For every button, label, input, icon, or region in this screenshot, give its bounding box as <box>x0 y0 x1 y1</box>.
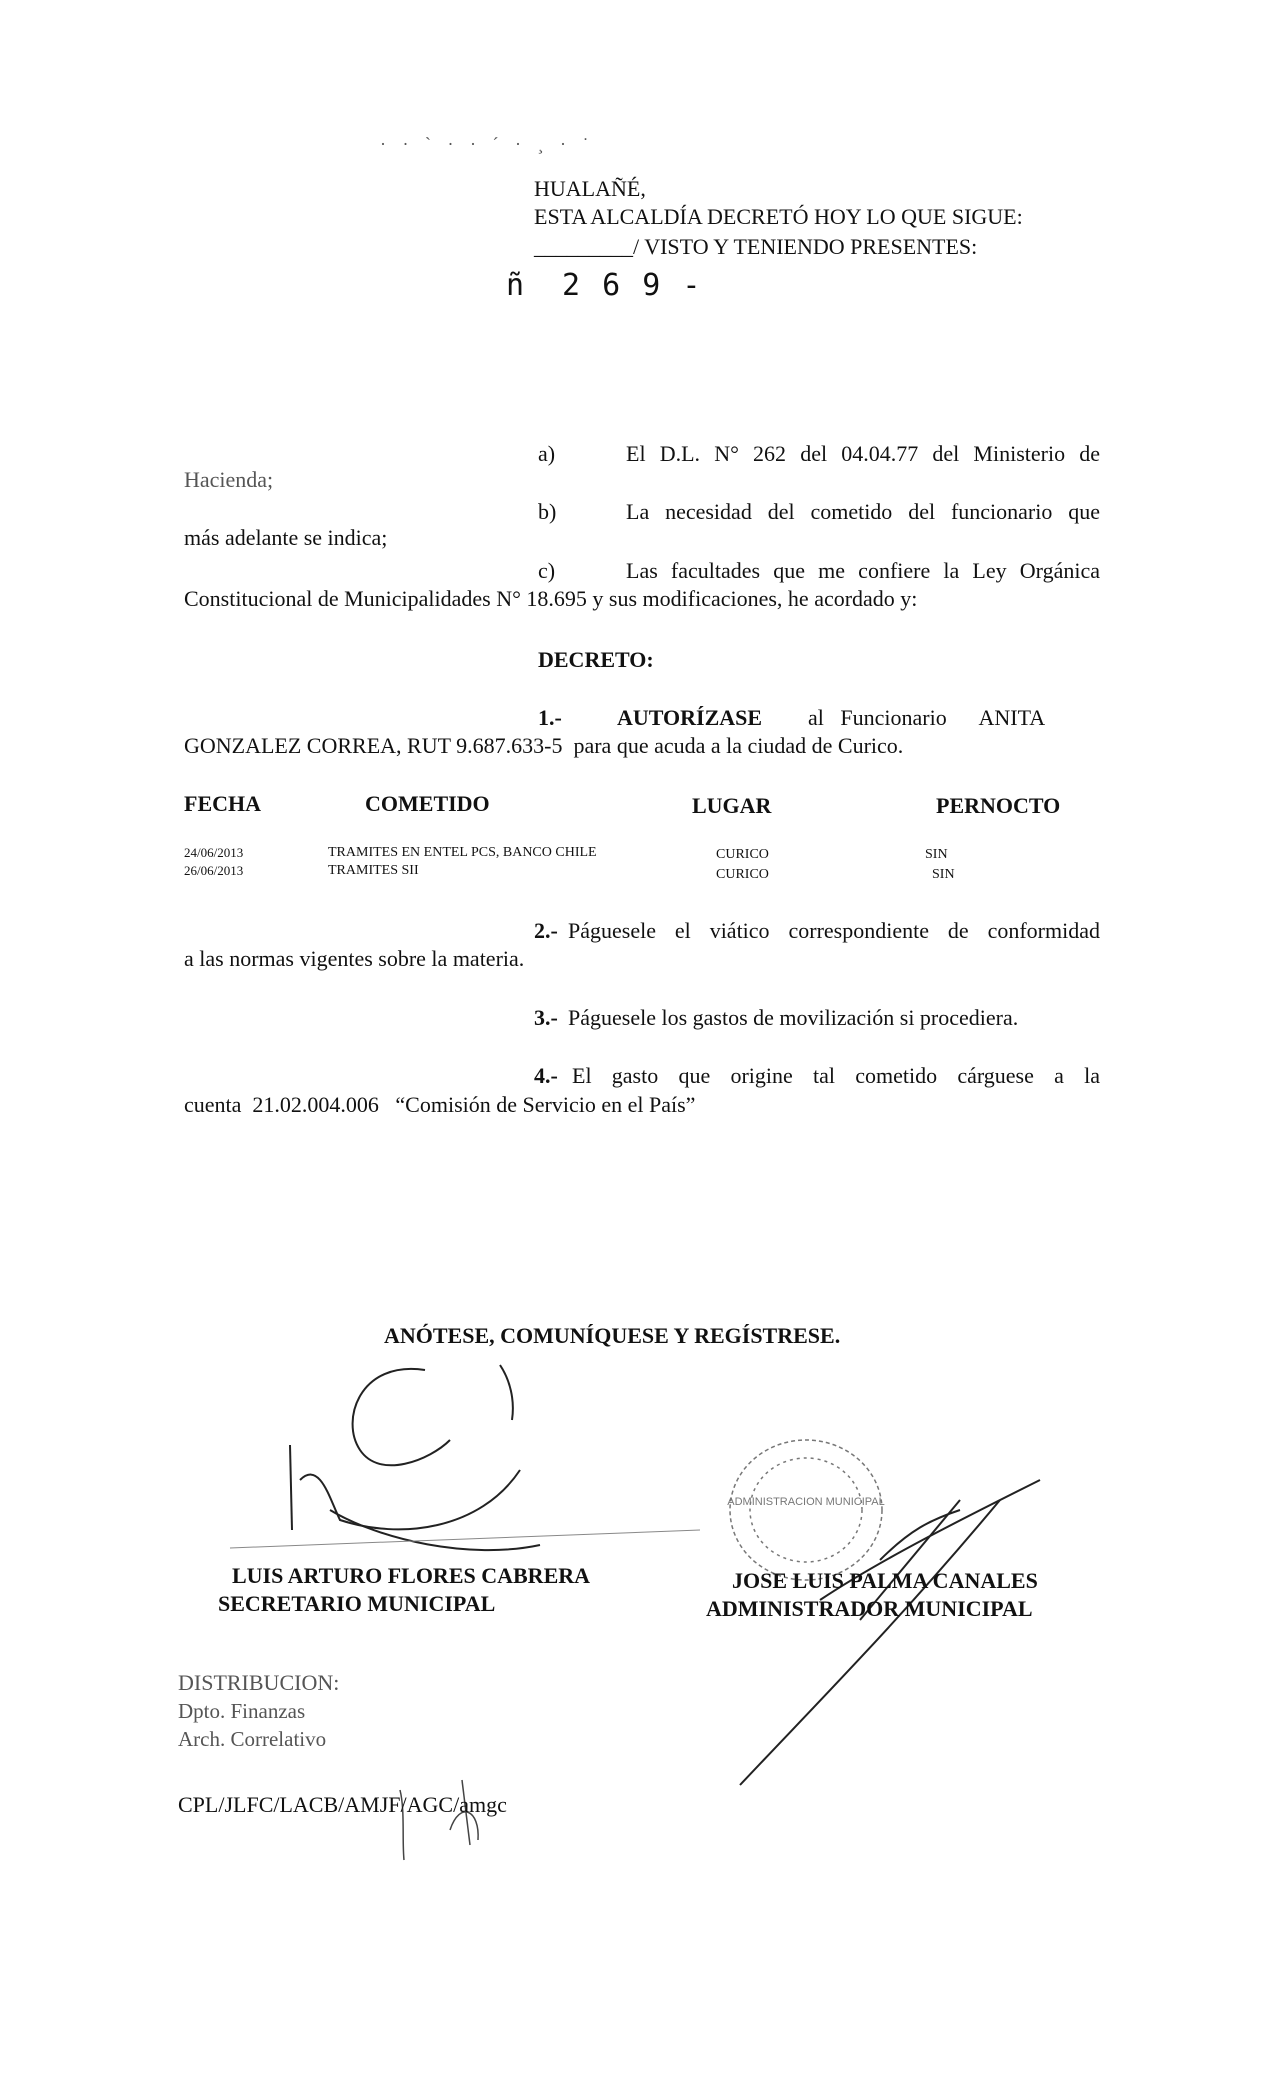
consideration-c-line1: Las facultades que me confiere la Ley Orgánica <box>626 558 1100 583</box>
table-cell-fecha: 24/06/2013 <box>184 845 244 860</box>
consideration-a-letter: a) <box>538 441 556 466</box>
table-cell-lugar: CURICO <box>716 867 769 882</box>
table-cell-cometido: TRAMITES EN ENTEL PCS, BANCO CHILE <box>328 845 597 860</box>
right-signature <box>740 1480 1040 1785</box>
distribution-line: Arch. Correlativo <box>178 1727 327 1751</box>
table-header-fecha: FECHA <box>184 791 261 816</box>
right-signer-name: JOSE LUIS PALMA CANALES <box>732 1568 1038 1593</box>
consideration-b-line2: más adelante se indica; <box>184 525 388 550</box>
item2-number: 2.- <box>534 918 558 943</box>
header-visto-line: _________/ VISTO Y TENIENDO PRESENTES: <box>534 234 978 259</box>
round-stamp <box>727 1440 884 1580</box>
right-signer-title: ADMINISTRADOR MUNICIPAL <box>706 1596 1033 1621</box>
header-city: HUALAÑÉ, <box>534 176 646 201</box>
distribution-line: Dpto. Finanzas <box>178 1699 306 1723</box>
table-cell-fecha: 26/06/2013 <box>184 863 244 878</box>
table-header-lugar: LUGAR <box>692 793 772 818</box>
table-cell-pernocto: SIN <box>932 867 955 882</box>
consideration-a-line2: Hacienda; <box>184 467 274 492</box>
item2-line2: a las normas vigentes sobre la materia. <box>184 946 525 971</box>
item4-line1: El gasto que origine tal cometido cárguese a la <box>572 1063 1100 1088</box>
decreto-title: DECRETO: <box>538 647 654 672</box>
item3-number: 3.- <box>534 1005 558 1030</box>
consideration-b-line1: La necesidad del cometido del funcionario que <box>626 499 1100 524</box>
table-header-pernocto: PERNOCTO <box>936 793 1061 818</box>
decree-number-prefix: ñ <box>506 268 525 303</box>
consideration-c-letter: c) <box>538 558 556 583</box>
item1-number: 1.- <box>538 705 562 730</box>
table-header-cometido: COMETIDO <box>365 791 490 816</box>
item4-line2: cuenta 21.02.004.006 “Comisión de Servicio en el País” <box>184 1092 696 1117</box>
closing-formula: ANÓTESE, COMUNÍQUESE Y REGÍSTRESE. <box>384 1323 841 1348</box>
consideration-b-letter: b) <box>538 499 557 524</box>
table-cell-lugar: CURICO <box>716 847 769 862</box>
left-signer-name: LUIS ARTURO FLORES CABRERA <box>232 1563 591 1588</box>
left-signature <box>230 1365 700 1550</box>
item2-line1: Páguesele el viático correspondiente de conformidad <box>568 918 1100 943</box>
reference-initials: CPL/JLFC/LACB/AMJF/AGC/amgc <box>178 1792 507 1817</box>
item1-line2: GONZALEZ CORREA, RUT 9.687.633-5 para que acuda a la ciudad de Curico. <box>184 733 904 758</box>
item3-line1: Páguesele los gastos de movilización si procediera. <box>568 1005 1019 1030</box>
item4-number: 4.- <box>534 1063 558 1088</box>
table-cell-cometido: TRAMITES SII <box>328 863 419 878</box>
stamp-text: ADMINISTRACION MUNICIPAL <box>727 1496 885 1508</box>
item1-line1-rest: al Funcionario ANITA <box>808 705 1046 730</box>
header-decree-line: ESTA ALCALDÍA DECRETÓ HOY LO QUE SIGUE: <box>534 204 1023 229</box>
item1-keyword: AUTORÍZASE <box>617 705 763 730</box>
left-signer-title: SECRETARIO MUNICIPAL <box>218 1591 496 1616</box>
consideration-c-line2: Constitucional de Municipalidades N° 18.695 y sus modificaciones, he acordado y: <box>184 586 918 611</box>
consideration-a-line1: El D.L. N° 262 del 04.04.77 del Ministerio de <box>626 441 1100 466</box>
scan-noise: · · ` · · ´ · ¸ · ˙ <box>380 134 595 154</box>
table-cell-pernocto: SIN <box>925 847 948 862</box>
distribution-title: DISTRIBUCION: <box>178 1670 340 1695</box>
decree-number: 2 6 9 - <box>562 268 703 303</box>
